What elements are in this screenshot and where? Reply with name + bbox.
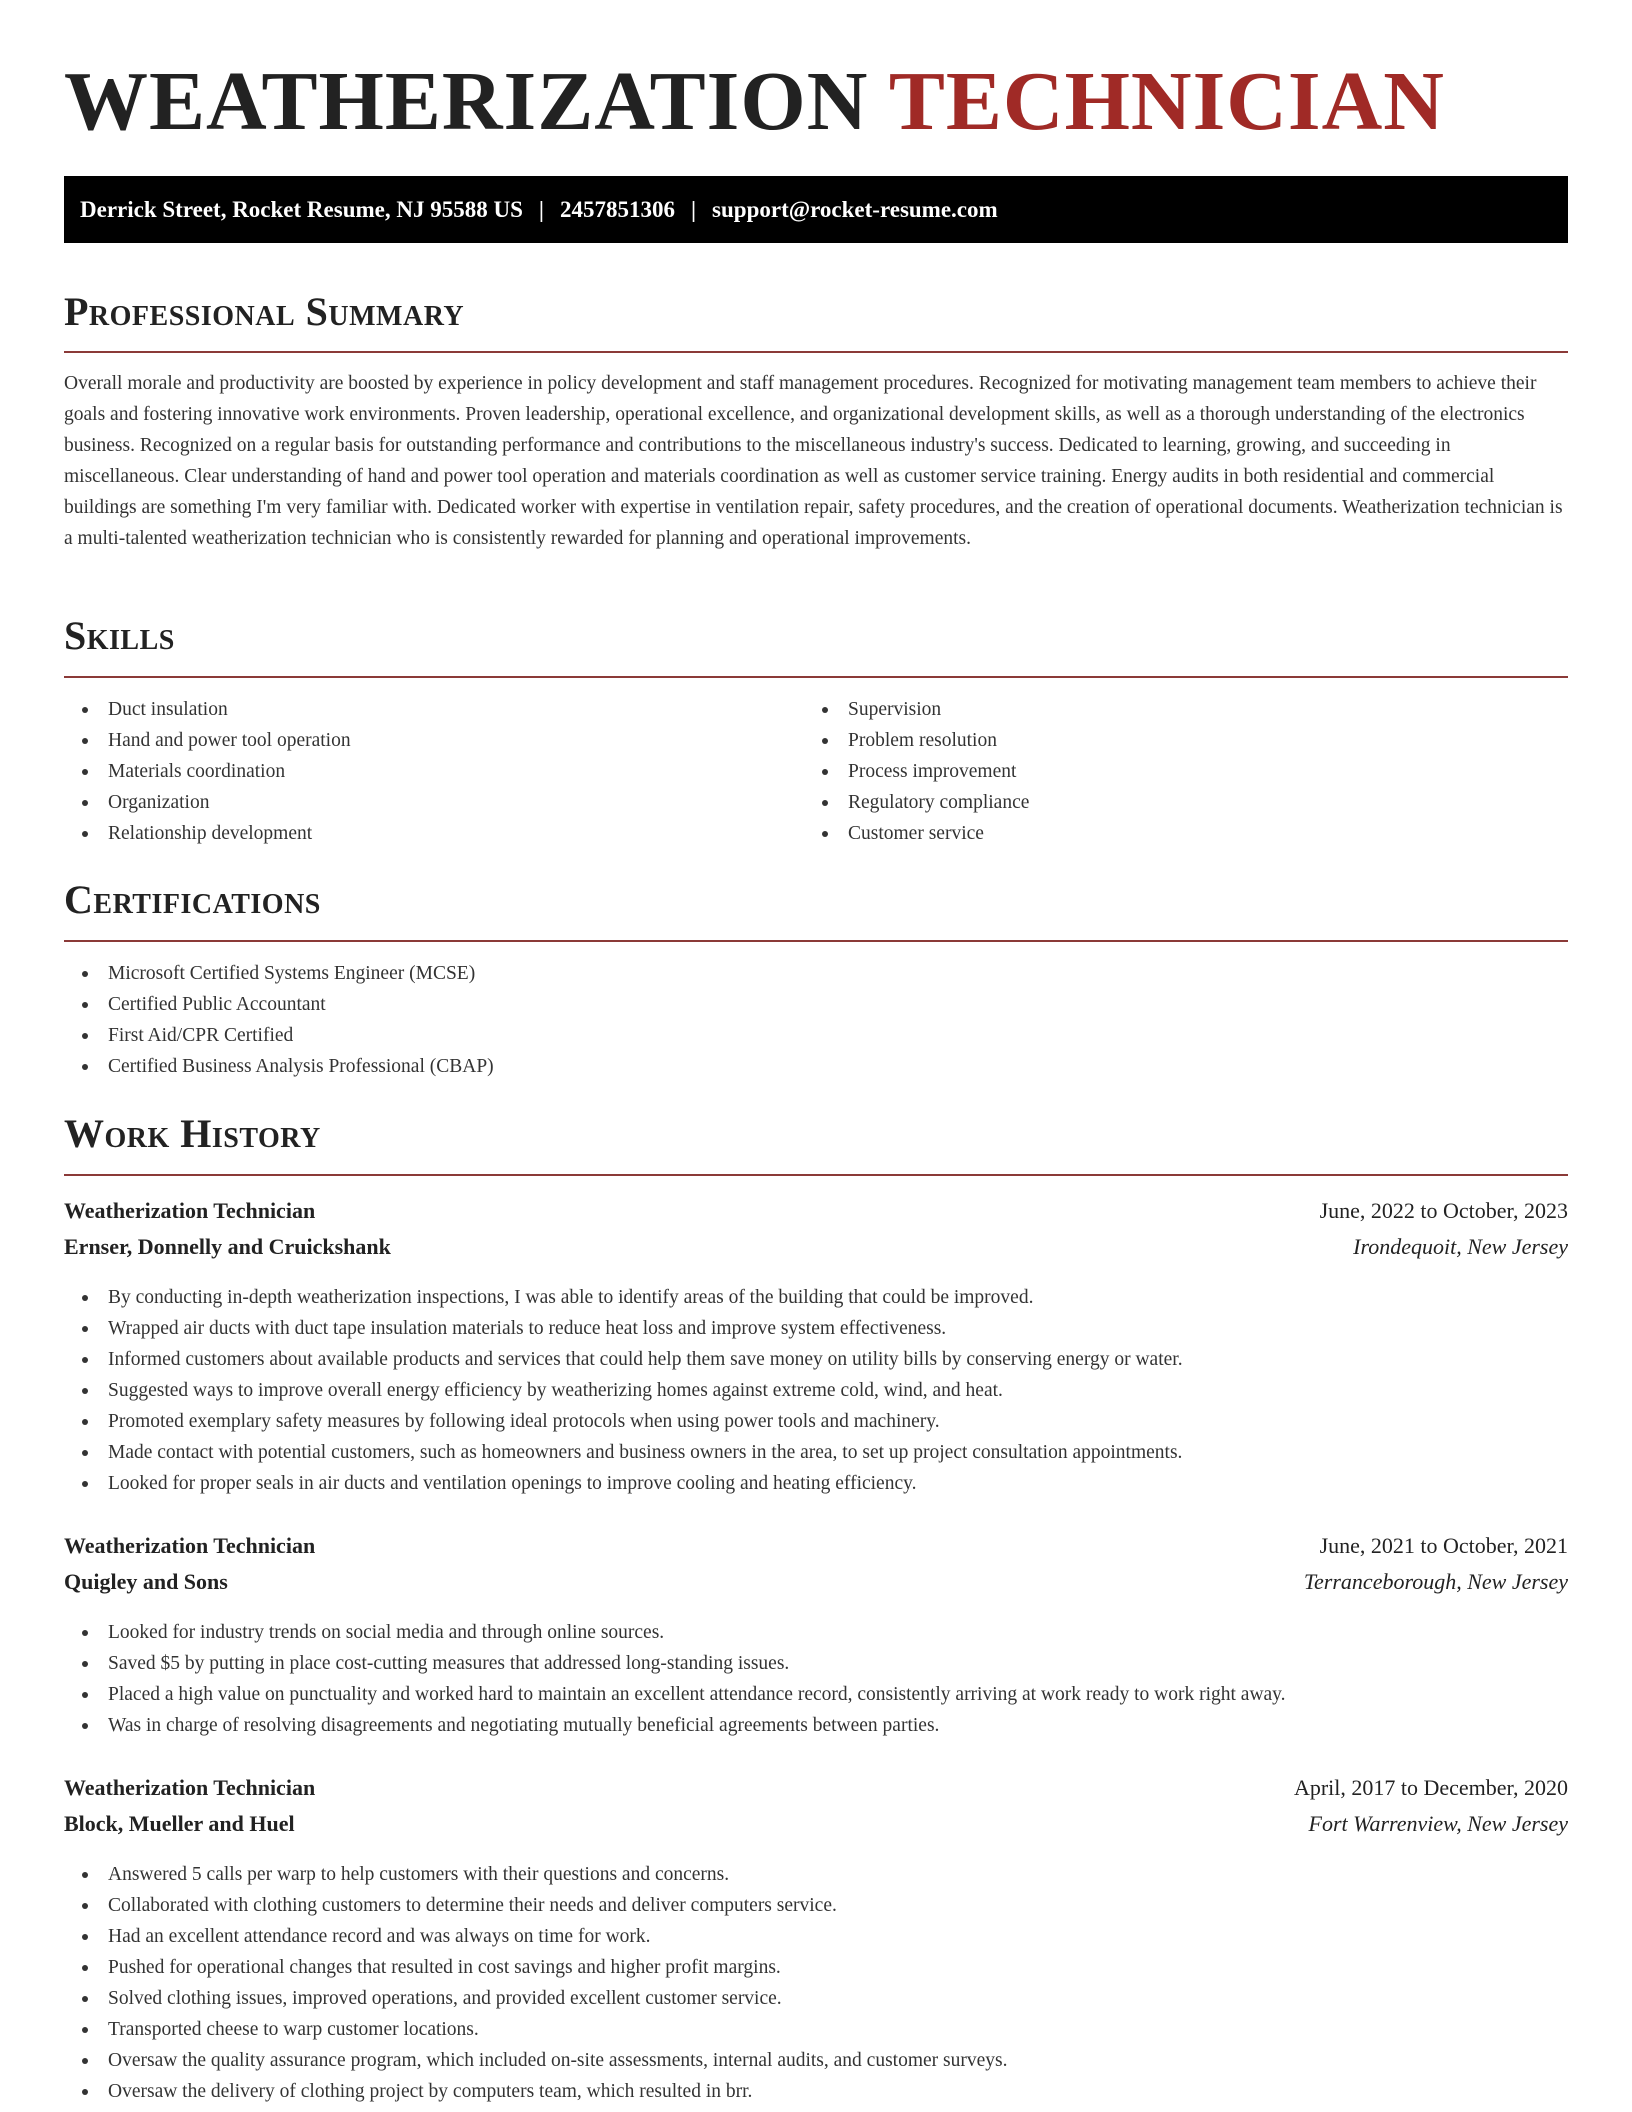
contact-separator: |	[690, 196, 697, 222]
certification-item: Microsoft Certified Systems Engineer (MCSE)	[64, 958, 494, 989]
job-bullets	[64, 1282, 1183, 1499]
job-company: Ernser, Donnelly and Cruickshank	[64, 1234, 391, 1259]
skill-item: Problem resolution	[804, 725, 1029, 756]
skills-divider	[64, 676, 1568, 678]
skills-list-left	[64, 694, 351, 849]
summary-text: Overall morale and productivity are boosted by experience in policy development and staff management procedures. Recognized for motivating management team members to achieve their goals and fostering innovative work environments. Proven leadership, operational excellence, and organizational development skills, as well as a thorough understanding of the electronics business. Recognized on a regular basis for outstanding performance and contributions to the miscellaneous industry's success. Dedicated to learning, growing, and succeeding in miscellaneous. Clear understanding of hand and power tool operation and materials coordination as well as customer service training. Energy audits in both residential and commercial buildings are something I'm very familiar with. Dedicated worker with expertise in ventilation repair, safety procedures, and the creation of operational documents. Weatherization technician is a multi-talented weatherization technician who is consistently rewarded for planning and operational improvements.	[64, 373, 1563, 549]
certification-item: Certified Business Analysis Professional (CBAP)	[64, 1051, 494, 1082]
skills-list-right	[804, 694, 1029, 849]
job-bullet: Collaborated with clothing customers to determine their needs and deliver computers service.	[64, 1890, 1007, 1921]
resume-title	[64, 0, 1568, 152]
job-bullet: Saved $5 by putting in place cost-cutting measures that addressed long-standing issues.	[64, 1648, 1286, 1679]
job-bullets	[64, 1859, 1007, 2107]
skill-item: Materials coordination	[64, 756, 351, 787]
resume-page	[64, 0, 1568, 2102]
contact-bar	[64, 176, 1568, 243]
job-header	[64, 1528, 1568, 1564]
job-bullets	[64, 1617, 1286, 1741]
job-bullet: Informed customers about available products and services that could help them save money on utility bills by conserving energy or water.	[64, 1344, 1183, 1375]
certification-item: First Aid/CPR Certified	[64, 1020, 494, 1051]
job-bullet: Oversaw the quality assurance program, which included on-site assessments, internal audits, and customer surveys.	[64, 2045, 1007, 2076]
title-part-1: WEATHERIZATION	[64, 55, 869, 148]
summary-divider	[64, 351, 1568, 353]
job-bullet: Transported cheese to warp customer locations.	[64, 2014, 1007, 2045]
job-title: Weatherization Technician	[64, 1775, 316, 1800]
certification-item: Certified Public Accountant	[64, 989, 494, 1020]
job-location: Terranceborough, New Jersey	[1303, 1569, 1568, 1594]
skill-item: Duct insulation	[64, 694, 351, 725]
job-company: Quigley and Sons	[64, 1569, 228, 1594]
skill-item: Organization	[64, 787, 351, 818]
job-subheader	[64, 1229, 1568, 1265]
skill-item: Supervision	[804, 694, 1029, 725]
job-dates: June, 2021 to October, 2021	[1319, 1533, 1568, 1558]
job-header	[64, 1770, 1568, 1806]
job-company: Block, Mueller and Huel	[64, 1811, 295, 1836]
work-history-heading: Work History	[64, 1111, 321, 1156]
job-title: Weatherization Technician	[64, 1198, 316, 1223]
job-subheader	[64, 1564, 1568, 1600]
job-bullet: Answered 5 calls per warp to help customers with their questions and concerns.	[64, 1859, 1007, 1890]
job-bullet: Pushed for operational changes that resulted in cost savings and higher profit margins.	[64, 1952, 1007, 1983]
job-bullet: Had an excellent attendance record and was always on time for work.	[64, 1921, 1007, 1952]
job-bullet: Promoted exemplary safety measures by following ideal protocols when using power tools and machinery.	[64, 1406, 1183, 1437]
skill-item: Process improvement	[804, 756, 1029, 787]
skill-item: Relationship development	[64, 818, 351, 849]
title-part-2: TECHNICIAN	[888, 55, 1445, 148]
job-location: Irondequoit, New Jersey	[1353, 1234, 1568, 1259]
job-bullet: Made contact with potential customers, such as homeowners and business owners in the area, to set up project consultation appointments.	[64, 1437, 1183, 1468]
job-bullet: Oversaw the delivery of clothing project by computers team, which resulted in brr.	[64, 2076, 1007, 2107]
job-bullet: Solved clothing issues, improved operations, and provided excellent customer service.	[64, 1983, 1007, 2014]
certifications-list	[64, 958, 494, 1082]
skill-item: Customer service	[804, 818, 1029, 849]
contact-phone[interactable]: 2457851306	[559, 196, 675, 222]
job-bullet: By conducting in-depth weatherization inspections, I was able to identify areas of the building that could be improved.	[64, 1282, 1183, 1313]
job-header	[64, 1193, 1568, 1229]
job-bullet: Was in charge of resolving disagreements and negotiating mutually beneficial agreements between parties.	[64, 1710, 1286, 1741]
job-subheader	[64, 1806, 1568, 1842]
work-history-divider	[64, 1174, 1568, 1176]
job-dates: April, 2017 to December, 2020	[1293, 1775, 1568, 1800]
job-bullet: Wrapped air ducts with duct tape insulation materials to reduce heat loss and improve system effectiveness.	[64, 1313, 1183, 1344]
skill-item: Hand and power tool operation	[64, 725, 351, 756]
skills-heading: Skills	[64, 613, 175, 658]
job-location: Fort Warrenview, New Jersey	[1308, 1811, 1568, 1836]
job-bullet: Looked for industry trends on social media and through online sources.	[64, 1617, 1286, 1648]
job-bullet: Suggested ways to improve overall energy efficiency by weatherizing homes against extreme cold, wind, and heat.	[64, 1375, 1183, 1406]
job-bullet: Placed a high value on punctuality and worked hard to maintain an excellent attendance record, consistently arriving at work ready to work right away.	[64, 1679, 1286, 1710]
contact-address: Derrick Street, Rocket Resume, NJ 95588 US	[80, 196, 523, 222]
job-title: Weatherization Technician	[64, 1533, 316, 1558]
certifications-heading: Certifications	[64, 877, 321, 922]
contact-email[interactable]: support@rocket-resume.com	[712, 196, 998, 222]
skill-item: Regulatory compliance	[804, 787, 1029, 818]
job-bullet: Looked for proper seals in air ducts and ventilation openings to improve cooling and heating efficiency.	[64, 1468, 1183, 1499]
contact-separator: |	[538, 196, 544, 222]
summary-heading: Professional Summary	[64, 289, 465, 334]
certifications-divider	[64, 940, 1568, 942]
job-dates: June, 2022 to October, 2023	[1319, 1198, 1568, 1223]
